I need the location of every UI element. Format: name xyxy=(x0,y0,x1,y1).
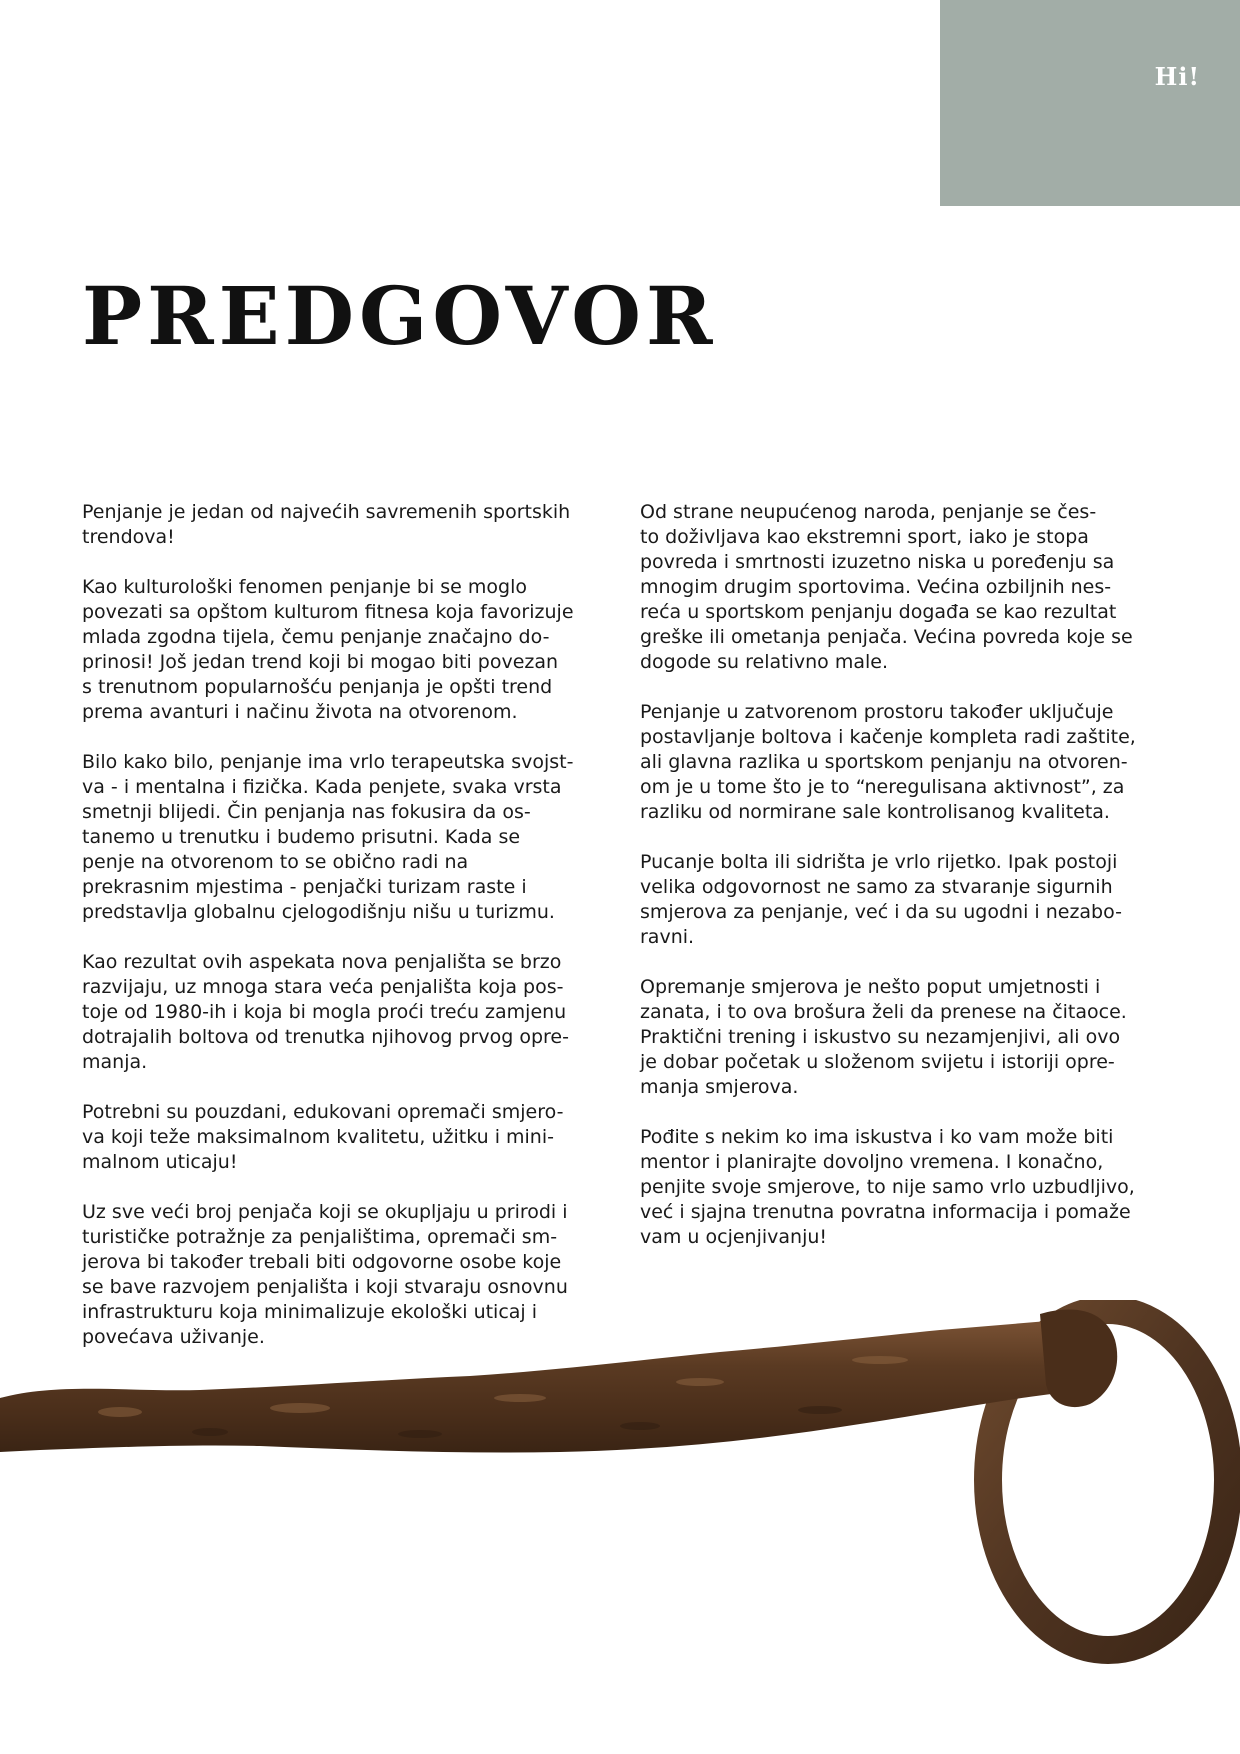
right-column xyxy=(640,500,1170,1275)
page-title: PREDGOVOR xyxy=(82,269,718,363)
paragraph: Penjanje je jedan od najvećih savremenih sportskih trendova! xyxy=(82,501,571,548)
paragraph: Penjanje u zatvorenom prostoru također uključuje postavljanje boltova i kačenje kompleta radi zaštite, ali glavna razlika u sportskom penjanju na otvoren- om je u tome što je to “neregulisana aktivnost”, za razliku od normirane sale kontrolisanog kvaliteta. xyxy=(640,701,1136,823)
left-column xyxy=(82,500,612,1375)
paragraph: Uz sve veći broj penjača koji se okupljaju u prirodi i turističke potražnje za penjalištima, opremači sm- jerova bi također trebali biti odgovorne osobe koje se bave razvojem penjališta i koji stvaraju osnovnu infrastrukturu koja minimalizuje ekološki uticaj i povećava uživanje. xyxy=(82,1201,568,1348)
corner-tab xyxy=(940,0,1240,206)
paragraph: Potrebni su pouzdani, edukovani opremači smjero- va koji teže maksimalnom kvalitetu, užitku i mini- malnom uticaju! xyxy=(82,1101,564,1173)
paragraph: Pucanje bolta ili sidrišta je vrlo rijetko. Ipak postoji velika odgovornost ne samo za stvaranje sigurnih smjerova za penjanje, već i da su ugodni i nezabo- ravni. xyxy=(640,851,1122,948)
paragraph: Opremanje smjerova je nešto poput umjetnosti i zanata, i to ova brošura želi da prenese na čitaoce. Praktični trening i iskustvo su nezamjenjivi, ali ovo je dobar početak u složenom svijetu i istoriji opre- manja smjerova. xyxy=(640,976,1127,1098)
paragraph: Od strane neupućenog naroda, penjanje se čes- to doživljava kao ekstremni sport, iako je stopa povreda i smrtnosti izuzetno niska u poređenju sa mnogim drugim sportovima. Većina ozbiljnih nes- reća u sportskom penjanju događa se kao rezultat greške ili ometanja penjača. Većina povreda koje se dogode su relativno male. xyxy=(640,501,1133,673)
paragraph: Bilo kako bilo, penjanje ima vrlo terapeutska svojst- va - i mentalna i fizička. Kada penjete, svaka vrsta smetnji blijedi. Čin penjanja nas fokusira da os- tanemo u trenutku i budemo prisutni. Kada se penje na otvorenom to se obično radi na prekrasnim mjestima - penjački turizam raste i predstavlja globalnu cjelogodišnju nišu u turizmu. xyxy=(82,751,574,923)
paragraph: Kao rezultat ovih aspekata nova penjališta se brzo razvijaju, uz mnoga stara veća penjališta koja pos- toje od 1980-ih i koja bi mogla proći treću zamjenu dotrajalih boltova od trenutka njihovog prvog opre- manja. xyxy=(82,951,569,1073)
bolt-head-shape xyxy=(1040,1310,1117,1408)
rusty-ring-bolt-icon xyxy=(0,1300,1240,1754)
paragraph: Kao kulturološki fenomen penjanje bi se moglo povezati sa opštom kulturom fitnesa koja favorizuje mlada zgodna tijela, čemu penjanje značajno do- prinosi! Još jedan trend koji bi mogao biti povezan s trenutnom popularnošću penjanja je opšti trend prema avanturi i načinu života na otvorenom. xyxy=(82,576,574,723)
shaft-shape xyxy=(0,1320,1090,1453)
corner-tab-label: Hi! xyxy=(1154,62,1200,91)
paragraph: Pođite s nekim ko ima iskustva i ko vam može biti mentor i planirajte dovoljno vremena. I konačno, penjite svoje smjerove, to nije samo vrlo uzbudljivo, već i sjajna trenutna povratna informacija i pomaže vam u ocjenjivanju! xyxy=(640,1126,1135,1248)
